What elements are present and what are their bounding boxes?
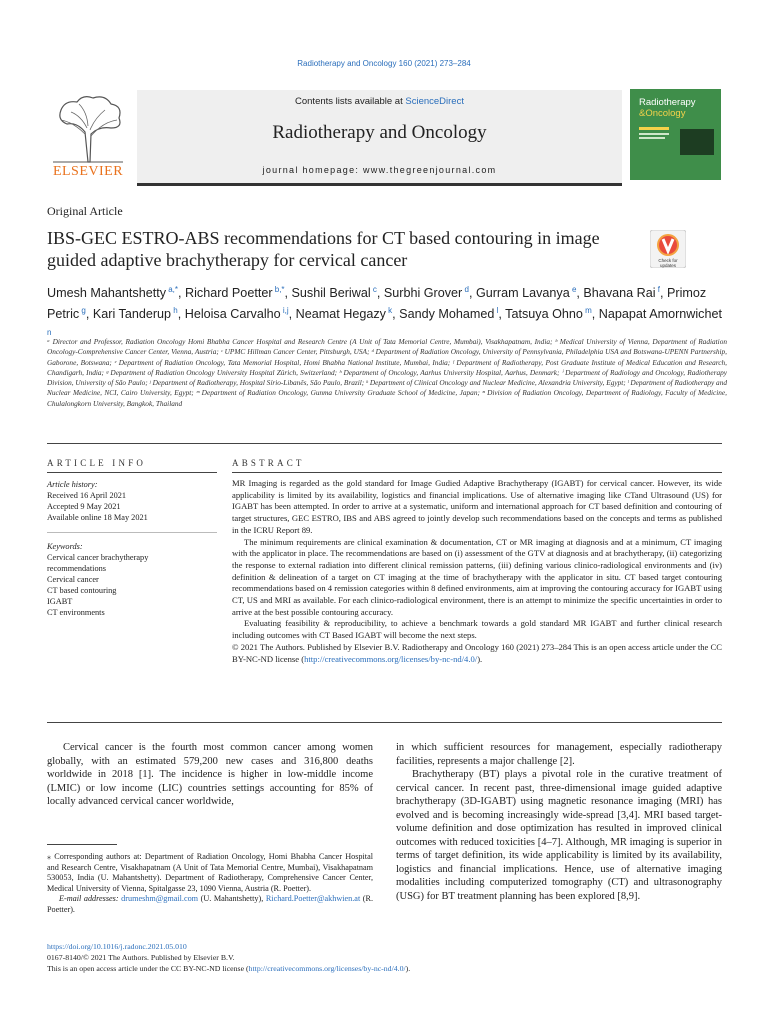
body-paragraph: Brachytherapy (BT) plays a pivotal role in the curative treatment of cervical cancer. In recent past, three-dimensional image guided adaptive brachytherapy (3D-IGABT) using magnetic resonance imaging (MRI) has evolved and is becoming increasingly wide-spread [3,4]. MRI based target-volume definition and dose optimization has resulted in improved clinical outcomes with reduced toxicities [4–7]. Although, MR imaging is superior in terms of target definition, its wide applicability is limited by its availability, logistics and financial implications. Hence, use of alternative imaging modalities including computerized tomography (CT) and ultrasonography (USG) for BT treatment planning has been explored [8,9]. bbox=[396, 769, 722, 902]
article-history bbox=[47, 479, 217, 523]
keyword: CT based contouring bbox=[47, 586, 117, 595]
body-column-left bbox=[47, 741, 373, 809]
author-affiliation-marker[interactable]: a,* bbox=[166, 285, 179, 294]
author-affiliation-marker[interactable]: f bbox=[655, 285, 660, 294]
cover-title-line-1: Radiotherapy bbox=[639, 97, 696, 108]
check-for-updates-button[interactable] bbox=[650, 230, 686, 268]
received-date: Received 16 April 2021 bbox=[47, 491, 127, 500]
footer-license bbox=[47, 964, 410, 974]
email-link[interactable]: Richard.Poetter@akhwien.at bbox=[265, 894, 361, 904]
affiliations: ᵃ Director and Professor, Radiation Oncology Homi Bhabha Cancer Hospital and Research Centre (A Unit of Tata Memorial Centre, Mumbai), Visakhapatnam, India; ᵇ Medical University of Vienna, Department of Radiation Oncology-Comprehensive Cancer Center, Vienna, Austria; ᶜ UPMC Hillman Cancer Center, Pittsburgh, USA; ᵈ Department of Radiation Oncology, University of Pennsylvania, Philadelphia USA and Botswana-UPENN Partnership, Gaborone, Botswana; ᵉ Department of Radiation Oncology, Tata Memorial Hospital, Homi Bhabha National Institute, Mumbai, India; ᶠ Department of Radiotherapy, Post Graduate Institute of Medical Education and Research, Chandigarh, India; ᵍ Department of Radiation Oncology University Hospital Zürich, Switzerland; ʰ Department of Oncology, Aarhus University Hospital, Aarhus, Denmark; ⁱ Department of Radiology and Oncology, Radiotherapy Division, University of São Paulo; ʲ Department of Radiotherapy, Hospital Sírio-Libanês, São Paulo, Brazil; ᵏ Department of Clinical Oncology and Nuclear Medicine, Alexandria University, Egypt; ˡ Department of Radiotherapy and Nuclear Medicine, NCI, Cairo University, Egypt; ᵐ Department of Radiation Oncology, Gunma University Graduate School of Medicine, Japan; ⁿ Division of Radiation Oncology, Department of Radiology, Faculty of Medicine, Chulalongkorn University, Bangkok, Thailand bbox=[47, 337, 727, 408]
author-affiliation-marker[interactable]: k bbox=[385, 306, 393, 316]
author-list: Umesh Mahantshetty $^{a,*}$, Richard Poetter $^{b,*}$, Sushil Beriwal $^c$, Surbhi Grover $^d$, Gurram Lavanya $^e$, Bhavana Rai $^f$, Primoz Petric $^g$, Kari Tanderup $^h$, Heloisa Carvalho $^{i,j}$, Neamat Hegazy $^k$, Sandy Mohamed $^l$, Tatsuya Ohno $^m$, Napapat Amornwichet $^n$ bbox=[47, 285, 722, 338]
journal-homepage[interactable]: journal homepage: www.thegreenjournal.com bbox=[262, 165, 497, 175]
accepted-date: Accepted 9 May 2021 bbox=[47, 502, 121, 511]
footer-license-link[interactable]: http://creativecommons.org/licenses/by-nc-nd/4.0/ bbox=[248, 964, 406, 973]
keyword: Cervical cancer brachytherapy bbox=[47, 553, 149, 562]
cover-title bbox=[639, 97, 696, 119]
author-affiliation-marker[interactable]: n bbox=[47, 328, 52, 338]
keywords-rule bbox=[47, 532, 217, 533]
email-addresses bbox=[47, 894, 373, 915]
sciencedirect-link[interactable]: ScienceDirect bbox=[405, 96, 464, 107]
cover-bar bbox=[639, 137, 665, 139]
author-affiliation-marker[interactable]: i,j bbox=[280, 306, 289, 316]
abstract-paragraph: MR Imaging is regarded as the gold standard for Image Gudied Adaptive Brachytherapy (IGABT) for cervical cancer. However, its wide applicability is limited by its availability, logistics and financial implications. Use of alternative imaging like CTand Ultrasound (US) for IGABT has been attempted. In order to arrive at a systematic, uniform and international approach for CT based definition and contouring of target structures, GEC ESTRO, IBS and ABS agreed to jointly develop such recommendations based on the concepts and terms as published in the ICRU Report 89. bbox=[232, 478, 722, 535]
copyright-text: © 2021 The Authors. Published by Elsevier B.V. Radiotherapy and Oncology 160 (2021) 273–284 This is an open access article under the CC BY-NC-ND license ( bbox=[232, 641, 722, 664]
author-name[interactable]: Neamat Hegazy bbox=[295, 307, 386, 322]
license-link[interactable]: http://creativecommons.org/licenses/by-nc-nd/4.0/ bbox=[304, 653, 478, 664]
email-owner: (R. Poetter). bbox=[47, 894, 374, 914]
abstract-rule bbox=[232, 472, 722, 473]
author-name[interactable]: Primoz Petric bbox=[47, 286, 707, 322]
keywords-block bbox=[47, 541, 217, 618]
keyword: recommendations bbox=[47, 564, 106, 573]
elsevier-logo[interactable] bbox=[47, 92, 129, 180]
author-name[interactable]: Bhavana Rai bbox=[583, 286, 656, 301]
body-paragraph: Cervical cancer is the fourth most common cancer among women globally, with an estimated 579,200 new cases and 316,800 deaths worldwide in 2018 [1]. The incidence is higher in low-middle income (LMIC) or low income (LIC) countries settings accounting for 85% of locally advanced cervical cancer worldwide, bbox=[47, 742, 373, 807]
keyword: CT environments bbox=[47, 608, 105, 617]
issn-line: 0167-8140/© 2021 The Authors. Published by Elsevier B.V. bbox=[47, 953, 235, 962]
article-type: Original Article bbox=[47, 204, 123, 218]
contents-line bbox=[137, 96, 622, 107]
article-info-heading: ARTICLE INFO bbox=[47, 458, 147, 468]
author-affiliation-marker[interactable]: m bbox=[582, 306, 592, 316]
online-date: Available online 18 May 2021 bbox=[47, 513, 148, 522]
abstract-heading: ABSTRACT bbox=[232, 458, 305, 468]
article-title: IBS-GEC ESTRO-ABS recommendations for CT based contouring in image guided adaptive brachytherapy for cervical cancer bbox=[47, 228, 600, 270]
cover-image bbox=[680, 129, 714, 155]
email-label: E-mail addresses: bbox=[59, 894, 119, 904]
author-affiliation-marker[interactable]: c bbox=[370, 285, 377, 294]
keywords-label: Keywords: bbox=[47, 542, 83, 551]
body-column-right bbox=[396, 741, 722, 903]
author-name[interactable]: Gurram Lavanya bbox=[475, 286, 570, 301]
author-name[interactable]: Richard Poetter bbox=[185, 286, 273, 301]
abstract-body bbox=[232, 478, 722, 665]
article-info-rule bbox=[47, 472, 217, 473]
keyword: Cervical cancer bbox=[47, 575, 99, 584]
body-paragraph: in which sufficient resources for management, especially radiotherapy facilities, represents a major challenge [2]. bbox=[396, 742, 722, 767]
author-affiliation-marker[interactable]: b,* bbox=[272, 285, 285, 294]
author-name[interactable]: Sushil Beriwal bbox=[291, 286, 371, 301]
author-affiliation-marker[interactable]: e bbox=[569, 285, 577, 294]
doi-link[interactable] bbox=[47, 942, 187, 952]
footer-license-text: This is an open access article under the CC BY-NC-ND license ( bbox=[47, 964, 249, 973]
corresponding-authors: ⁎ Corresponding authors at: Department of Radiation Oncology, Homi Bhabha Cancer Hospital and Research Centre, Visakhapatnam (A Unit of Tata Memorial Centre, Mumbai), Visakhapatnam 530053, India (U. Mahantshetty). Department of Radiotherapy, Comprehensive Cancer Center, Medical University of Vienna, Spitalgasse 23, 1090 Vienna, Austria (R. Poetter). bbox=[47, 852, 373, 893]
check-for-updates-label: Check for updates bbox=[658, 258, 678, 268]
author-affiliation-marker[interactable]: l bbox=[494, 306, 499, 316]
author-name[interactable]: Kari Tanderup bbox=[92, 307, 172, 322]
cover-title-line-2: &Oncology bbox=[639, 108, 686, 119]
author-name[interactable]: Umesh Mahantshetty bbox=[47, 286, 166, 301]
abstract-copyright bbox=[232, 642, 722, 665]
author-name[interactable]: Tatsuya Ohno bbox=[505, 307, 583, 322]
author-name[interactable]: Surbhi Grover bbox=[383, 286, 463, 301]
footnote bbox=[47, 852, 373, 916]
author-affiliation-marker[interactable]: g bbox=[79, 306, 86, 316]
section-divider bbox=[47, 722, 722, 723]
section-divider bbox=[47, 443, 722, 444]
footnote-rule bbox=[47, 844, 117, 845]
doi-text[interactable]: https://doi.org/10.1016/j.radonc.2021.05.010 bbox=[47, 942, 187, 951]
author-affiliation-marker[interactable]: d bbox=[462, 285, 469, 294]
author-affiliation-marker[interactable]: h bbox=[171, 306, 178, 316]
email-owner: (U. Mahantshetty), bbox=[200, 894, 264, 904]
journal-reference[interactable]: Radiotherapy and Oncology 160 (2021) 273–284 bbox=[297, 59, 471, 68]
journal-title: Radiotherapy and Oncology bbox=[272, 122, 487, 143]
keyword: IGABT bbox=[47, 597, 73, 606]
abstract-paragraph: The minimum requirements are clinical examination & documentation, CT or MR imaging at diagnosis and at a minimum, CT imaging with the applicator in place. The recommendations are based on (i) assessment of the GTV at diagnosis and at brachytherapy, (ii) categorizing the response to external radiation into different clinical remission patterns, (iii) defining various clinico-radiological environments and (iv) definition & delineation of a target on CT imaging at the time of brachytherapy with the applicator in situ. CT based target contouring recommendations based on 4 remission categories within 8 defined environments, aim at improving the contouring accuracy for IGABT using CT, US and MRI as available. For each clinico-radiological environment, there is an attempt to minimize the specific uncertainties in order to arrive at the best possible contouring accuracy. bbox=[232, 536, 722, 617]
journal-cover-thumbnail[interactable] bbox=[630, 89, 721, 180]
author-name[interactable]: Sandy Mohamed bbox=[399, 307, 495, 322]
license-close: ). bbox=[477, 653, 483, 664]
author-name[interactable]: Napapat Amornwichet bbox=[598, 307, 722, 322]
footer-license-close: ). bbox=[405, 964, 411, 973]
contents-prefix: Contents lists available at bbox=[295, 96, 403, 107]
publisher-name: ELSEVIER bbox=[52, 164, 124, 179]
cover-bar bbox=[639, 127, 669, 130]
article-history-label: Article history: bbox=[47, 480, 98, 489]
cover-bar bbox=[639, 133, 669, 135]
email-link[interactable]: drumeshm@gmail.com bbox=[121, 894, 199, 904]
author-name[interactable]: Heloisa Carvalho bbox=[184, 307, 281, 322]
abstract-paragraph: Evaluating feasibility & reproducibility, to achieve a benchmark towards a gold standard MR IGABT and further clinical research including outcomes with CT Based IGABT will become the next steps. bbox=[232, 618, 722, 641]
